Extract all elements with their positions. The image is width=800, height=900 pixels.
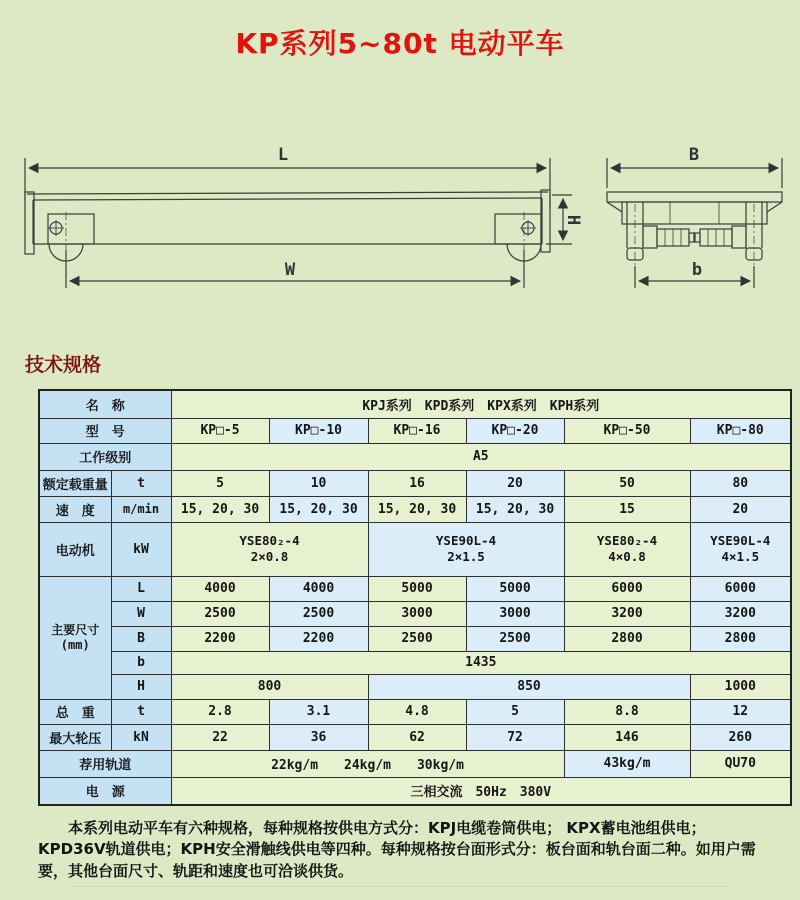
cell: 5000: [368, 576, 466, 601]
cell: 80: [690, 470, 791, 496]
dims-unit-note: (mm): [60, 637, 90, 652]
row-dim-L: [39, 576, 791, 601]
cell: 15: [564, 496, 690, 522]
motor-model: YSE90L-4: [710, 532, 771, 548]
cell: 10: [269, 470, 368, 496]
row-label-main-dims: [39, 576, 111, 699]
grease-fitting-icon: [520, 220, 536, 236]
cell: 5: [466, 699, 564, 724]
row-unit: t: [111, 470, 171, 496]
cell: 2500: [171, 601, 269, 626]
cell: 62: [368, 724, 466, 750]
cell: 5000: [466, 576, 564, 601]
row-dim-B: [39, 626, 791, 651]
cell: 36: [269, 724, 368, 750]
row-dim-b: [39, 651, 791, 674]
cell: 15, 20, 30: [466, 496, 564, 522]
cell: 15, 20, 30: [171, 496, 269, 522]
row-unit: kW: [111, 522, 171, 576]
motor-power: 2×0.8: [250, 549, 289, 564]
cell: KP□-50: [564, 418, 690, 443]
dim-label-width: B: [688, 145, 700, 165]
cell: 2500: [269, 601, 368, 626]
cell: KP□-80: [690, 418, 791, 443]
row-name: [39, 390, 791, 418]
cell: 5: [171, 470, 269, 496]
row-label: 型 号: [39, 418, 171, 443]
row-motor: [39, 522, 791, 576]
cell: 3200: [690, 601, 791, 626]
row-recommended-rail: [39, 750, 791, 777]
cell: 22kg/m 24kg/m 30kg/m: [171, 750, 564, 777]
cell: 20: [466, 470, 564, 496]
cell: 2200: [269, 626, 368, 651]
cell-series: KPJ系列 KPD系列 KPX系列 KPH系列: [171, 390, 791, 418]
row-total-weight: [39, 699, 791, 724]
spec-table: [38, 389, 792, 806]
row-unit: m/min: [111, 496, 171, 522]
cell: 12: [690, 699, 791, 724]
cell: 50: [564, 470, 690, 496]
dim-key: L: [111, 576, 171, 601]
row-model: [39, 418, 791, 443]
row-label: 额定载重量: [39, 470, 111, 496]
cell: 3.1: [269, 699, 368, 724]
bottom-divider: [70, 886, 730, 887]
cell: 8.8: [564, 699, 690, 724]
section-heading: 技术规格: [25, 354, 102, 376]
row-max-wheel-load: [39, 724, 791, 750]
row-power-supply: [39, 777, 791, 805]
row-rated-load: [39, 470, 791, 496]
row-dim-W: [39, 601, 791, 626]
page-title: KP系列5~80t 电动平车: [235, 27, 565, 60]
dim-key: W: [111, 601, 171, 626]
cell: 22: [171, 724, 269, 750]
row-label: 电 源: [39, 777, 171, 805]
row-unit: t: [111, 699, 171, 724]
cell: QU70: [690, 750, 791, 777]
dim-key: B: [111, 626, 171, 651]
cell-power: 三相交流 50Hz 380V: [171, 777, 791, 805]
cell: 146: [564, 724, 690, 750]
cell: 3000: [368, 601, 466, 626]
row-dim-H: [39, 674, 791, 699]
row-duty-class: [39, 443, 791, 470]
cell-motor: [368, 522, 564, 576]
motor-model: YSE90L-4: [435, 532, 497, 548]
cell: 1000: [690, 674, 791, 699]
grease-fitting-icon: [48, 220, 64, 236]
cell-duty: A5: [171, 443, 791, 470]
cell: 2.8: [171, 699, 269, 724]
motor-power: 2×1.5: [447, 549, 485, 564]
dim-label-wheelbase: W: [284, 260, 296, 280]
row-unit: kN: [111, 724, 171, 750]
cell: 3200: [564, 601, 690, 626]
cell: KP□-16: [368, 418, 466, 443]
dim-key: b: [111, 651, 171, 674]
row-label: 总 重: [39, 699, 111, 724]
cell: 260: [690, 724, 791, 750]
row-label: 工作级别: [39, 443, 171, 470]
cell: KP□-5: [171, 418, 269, 443]
motor-icon: [643, 226, 695, 248]
cell: 2200: [171, 626, 269, 651]
technical-drawing: [0, 120, 800, 295]
cell: 20: [690, 496, 791, 522]
cell: 43kg/m: [564, 750, 690, 777]
side-view: [25, 158, 572, 288]
cell: 1435: [171, 651, 791, 674]
motor-power: 4×0.8: [608, 549, 646, 564]
row-label: 速 度: [39, 496, 111, 522]
cell: 16: [368, 470, 466, 496]
motor-icon: [694, 226, 746, 248]
motor-power: 4×1.5: [721, 549, 760, 564]
dims-label: 主要尺寸: [51, 622, 100, 637]
cell: 4000: [269, 576, 368, 601]
row-label: 荐用轨道: [39, 750, 171, 777]
cell: 2800: [564, 626, 690, 651]
footer-note: 本系列电动平车有六种规格，每种规格按供电方式分：KPJ电缆卷筒供电； KPX蓄电池组供电；KPD36V轨道供电；KPH安全滑触线供电等四种。每种规格按台面形式分：板台面和轨台面二种。如用户需要，其他台面尺寸、轨距和速度也可洽谈供货。: [38, 819, 756, 880]
cell: 4.8: [368, 699, 466, 724]
dim-label-length: L: [277, 145, 289, 165]
cell: 2800: [690, 626, 791, 651]
cell-motor: [564, 522, 690, 576]
cell: KP□-20: [466, 418, 564, 443]
cell-motor: [171, 522, 368, 576]
cell: 15, 20, 30: [368, 496, 466, 522]
row-label: 最大轮压: [39, 724, 111, 750]
cell: 4000: [171, 576, 269, 601]
cell: 2500: [466, 626, 564, 651]
motor-model: YSE80₂-4: [596, 532, 658, 548]
cell: 72: [466, 724, 564, 750]
cell: 2500: [368, 626, 466, 651]
dim-label-height: H: [563, 214, 583, 226]
cell: 850: [368, 674, 690, 699]
cell: 800: [171, 674, 368, 699]
cell: 15, 20, 30: [269, 496, 368, 522]
cell: 6000: [564, 576, 690, 601]
cell-motor: [690, 522, 791, 576]
cell: 6000: [690, 576, 791, 601]
row-label: 名 称: [39, 390, 171, 418]
dim-label-gauge: b: [691, 260, 703, 280]
row-speed: [39, 496, 791, 522]
row-label: 电动机: [39, 522, 111, 576]
motor-model: YSE80₂-4: [239, 532, 300, 548]
dim-key: H: [111, 674, 171, 699]
cell: 3000: [466, 601, 564, 626]
cell: KP□-10: [269, 418, 368, 443]
